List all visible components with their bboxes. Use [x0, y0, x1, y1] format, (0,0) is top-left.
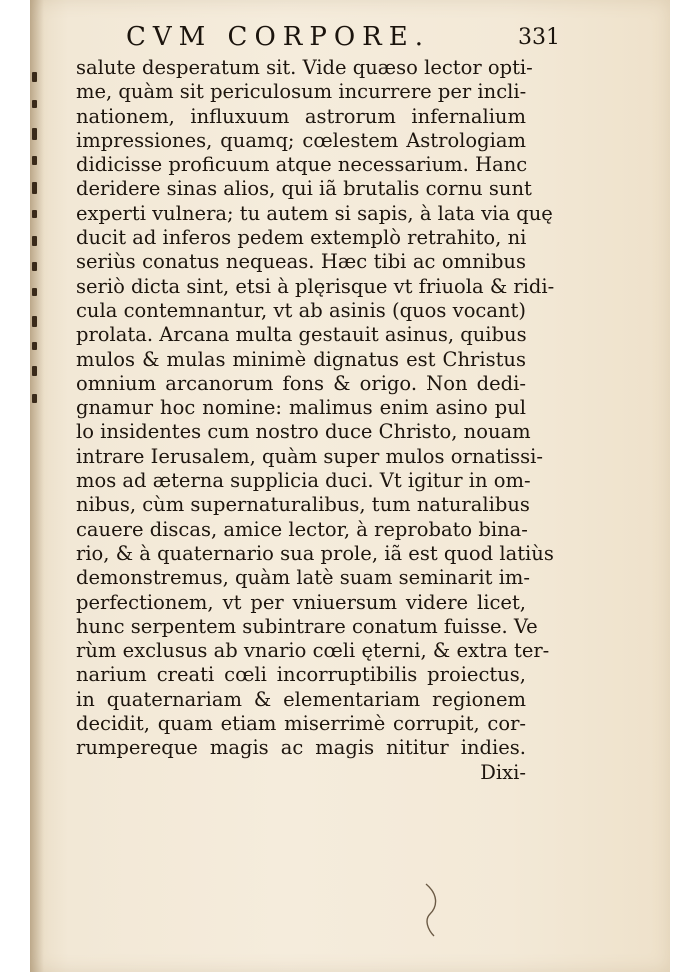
text-line: rio, & à quaternario sua prole, iã est quod latiùs	[76, 541, 554, 565]
text-line: experti vulnera; tu autem si sapis, à lata via quę	[76, 201, 553, 225]
text-line: narium creati cœli incorruptibilis proiectus,	[76, 663, 526, 687]
body-text	[76, 56, 555, 785]
text-line: intrare Ierusalem, quàm super mulos ornatissi-	[76, 444, 543, 468]
bleed-through-marks	[32, 60, 46, 480]
text-line: nationem, influxuum astrorum infernalium	[76, 104, 526, 128]
text-line: mos ad æterna supplicia duci. Vt igitur in om-	[76, 469, 531, 493]
text-line: impressiones, quamq; cœlestem Astrologiam	[76, 128, 526, 152]
text-line: nibus, cùm supernaturalibus, tum naturalibus	[76, 493, 530, 517]
text-line: rumpereque magis ac magis nititur indies.	[76, 736, 526, 760]
text-line: didicisse proficuum atque necessarium. Hanc	[76, 153, 528, 177]
text-line: prolata. Arcana multa gestauit asinus, quibus	[76, 323, 527, 347]
text-line: ducit ad inferos pedem extemplò retrahito, ni	[76, 226, 527, 250]
text-line: lo insidentes cum nostro duce Christo, nouam	[76, 420, 531, 444]
text-line: omnium arcanorum fons & origo. Non dedi-	[76, 371, 526, 395]
running-title: CVM CORPORE.	[126, 22, 430, 52]
text-line: decidit, quam etiam miserrimè corrupit, cor-	[76, 712, 526, 736]
catchword: Dixi-	[480, 760, 526, 784]
text-line: salute desperatum sit. Vide quæso lector opti-	[76, 56, 533, 79]
text-line: in quaternariam & elementariam regionem	[76, 687, 526, 711]
stray-mark-icon	[420, 880, 444, 940]
text-line: seriò dicta sint, etsi à plęrisque vt friuola & ridi-	[76, 274, 555, 298]
text-line: rùm exclusus ab vnario cœli ęterni, & extra ter-	[76, 639, 550, 663]
text-line: demonstremus, quàm latè suam seminarit im-	[76, 566, 531, 590]
text-line: seriùs conatus nequeas. Hæc tibi ac omnibus	[76, 250, 526, 274]
text-line: deridere sinas alios, qui iã brutalis cornu sunt	[76, 177, 532, 201]
page-header	[120, 22, 560, 52]
text-line: me, quàm sit periculosum incurrere per incli-	[76, 80, 527, 104]
text-line: cula contemnantur, vt ab asinis (quos vocant)	[76, 298, 526, 322]
text-line: gnamur hoc nomine: malimus enim asino pul	[76, 396, 526, 420]
page-number: 331	[518, 25, 560, 50]
text-line: hunc serpentem subintrare conatum fuisse. Ve	[76, 614, 538, 638]
text-line: cauere discas, amice lector, à reprobato bina-	[76, 517, 528, 541]
text-line: perfectionem, vt per vniuersum videre licet,	[76, 590, 526, 614]
text-line: mulos & mulas minimè dignatus est Christus	[76, 347, 526, 371]
